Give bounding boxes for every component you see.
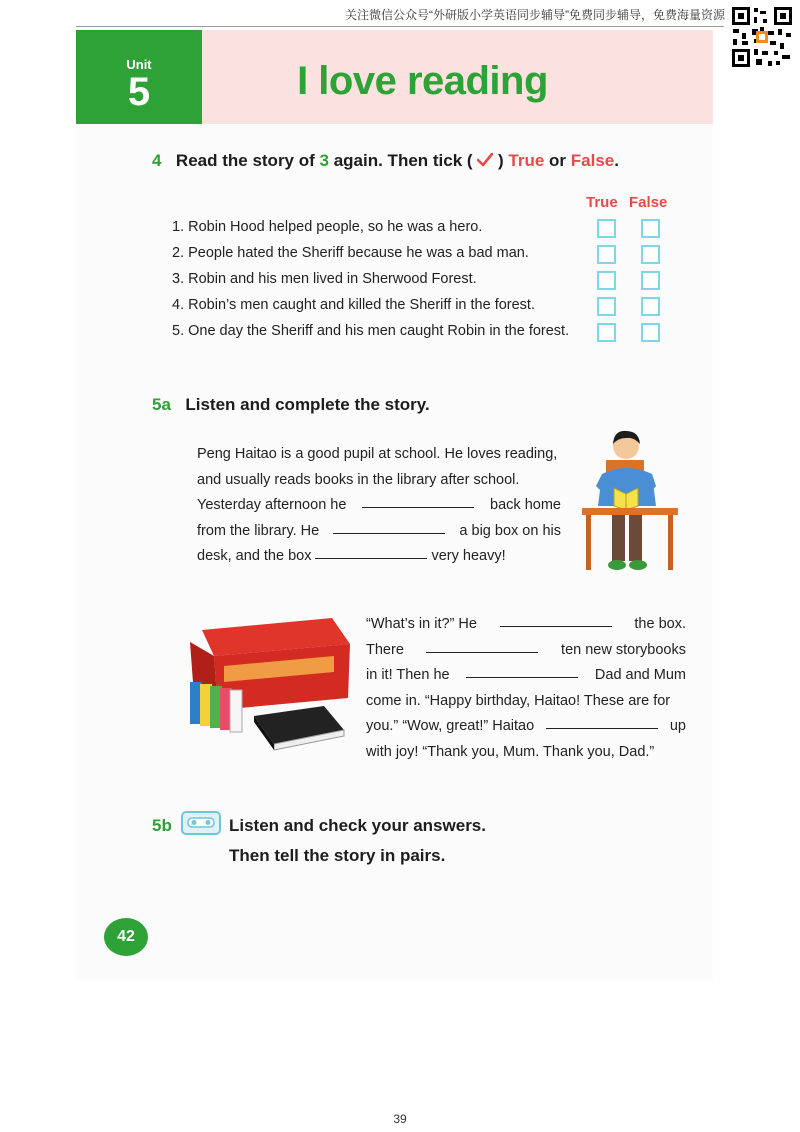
promo-divider xyxy=(76,26,724,27)
answer-blank-4[interactable] xyxy=(500,612,612,627)
statement-5: 5. One day the Sheriff and his men caught Robin in the forest. xyxy=(172,323,570,339)
exercise-4-instruction: Read the story of 3 again. Then tick ( ) True or False. xyxy=(175,151,619,170)
story-line: with joy! “Thank you, Mum. Thank you, Dad.” xyxy=(366,743,655,760)
true-checkbox-2[interactable] xyxy=(597,245,616,264)
story-line: There ten new storybooks xyxy=(366,638,686,664)
tick-icon xyxy=(477,153,493,167)
column-false-header: False xyxy=(629,194,668,211)
story-line: Yesterday afternoon he back home xyxy=(197,493,561,519)
document-page-number: 39 xyxy=(393,1112,407,1126)
false-checkbox-5[interactable] xyxy=(641,323,660,342)
box-of-books-illustration xyxy=(184,612,354,752)
answer-blank-6[interactable] xyxy=(466,663,578,678)
answer-blank-3[interactable] xyxy=(315,544,427,559)
statement-2: 2. People hated the Sheriff because he was a bad man. xyxy=(172,245,529,261)
story-paragraph-1 xyxy=(197,442,561,570)
exercise-5a-instruction: Listen and complete the story. xyxy=(185,395,430,414)
unit-label: Unit xyxy=(126,57,152,72)
qr-code-icon xyxy=(730,5,794,69)
answer-blank-5[interactable] xyxy=(426,638,538,653)
book-page-number: 42 xyxy=(117,928,135,945)
true-checkbox-1[interactable] xyxy=(597,219,616,238)
answer-blank-2[interactable] xyxy=(333,519,445,534)
story-line: desk, and the box very heavy! xyxy=(197,544,561,570)
boy-reading-illustration xyxy=(580,428,680,574)
exercise-number: 4 xyxy=(152,151,162,170)
story-paragraph-2 xyxy=(366,612,686,765)
exercise-4-heading xyxy=(152,151,619,171)
exercise-5a-heading xyxy=(152,395,430,415)
story-line: come in. “Happy birthday, Haitao! These are for xyxy=(366,692,671,709)
false-checkbox-1[interactable] xyxy=(641,219,660,238)
story-line: from the library. He a big box on his xyxy=(197,519,561,545)
true-checkbox-4[interactable] xyxy=(597,297,616,316)
statement-1: 1. Robin Hood helped people, so he was a hero. xyxy=(172,219,483,235)
story-line: in it! Then he Dad and Mum xyxy=(366,663,686,689)
true-checkbox-3[interactable] xyxy=(597,271,616,290)
statement-4: 4. Robin’s men caught and killed the Sheriff in the forest. xyxy=(172,297,535,313)
story-line: Peng Haitao is a good pupil at school. He loves reading, xyxy=(197,446,558,462)
false-checkbox-3[interactable] xyxy=(641,271,660,290)
false-checkbox-4[interactable] xyxy=(641,297,660,316)
story-line: “What’s in it?” He the box. xyxy=(366,612,686,638)
answer-blank-7[interactable] xyxy=(546,714,658,729)
exercise-5b-line-2: Then tell the story in pairs. xyxy=(229,846,446,865)
promo-text: 关注微信公众号“外研版小学英语同步辅导”免费同步辅导，免费海量资源 xyxy=(345,8,725,22)
cassette-tape-icon xyxy=(180,808,222,838)
exercise-5b-number: 5b xyxy=(152,816,172,835)
statement-3: 3. Robin and his men lived in Sherwood Forest. xyxy=(172,271,477,287)
page-title: I love reading xyxy=(297,59,548,103)
answer-blank-1[interactable] xyxy=(362,493,474,508)
exercise-number: 5a xyxy=(152,395,171,414)
story-line: and usually reads books in the library after school. xyxy=(197,471,520,488)
true-checkbox-5[interactable] xyxy=(597,323,616,342)
column-true-header: True xyxy=(586,194,618,211)
false-checkbox-2[interactable] xyxy=(641,245,660,264)
unit-number: 5 xyxy=(127,70,151,114)
exercise-5b-line-1: Listen and check your answers. xyxy=(229,816,486,835)
story-line: you.” “Wow, great!” Haitao up xyxy=(366,714,686,740)
